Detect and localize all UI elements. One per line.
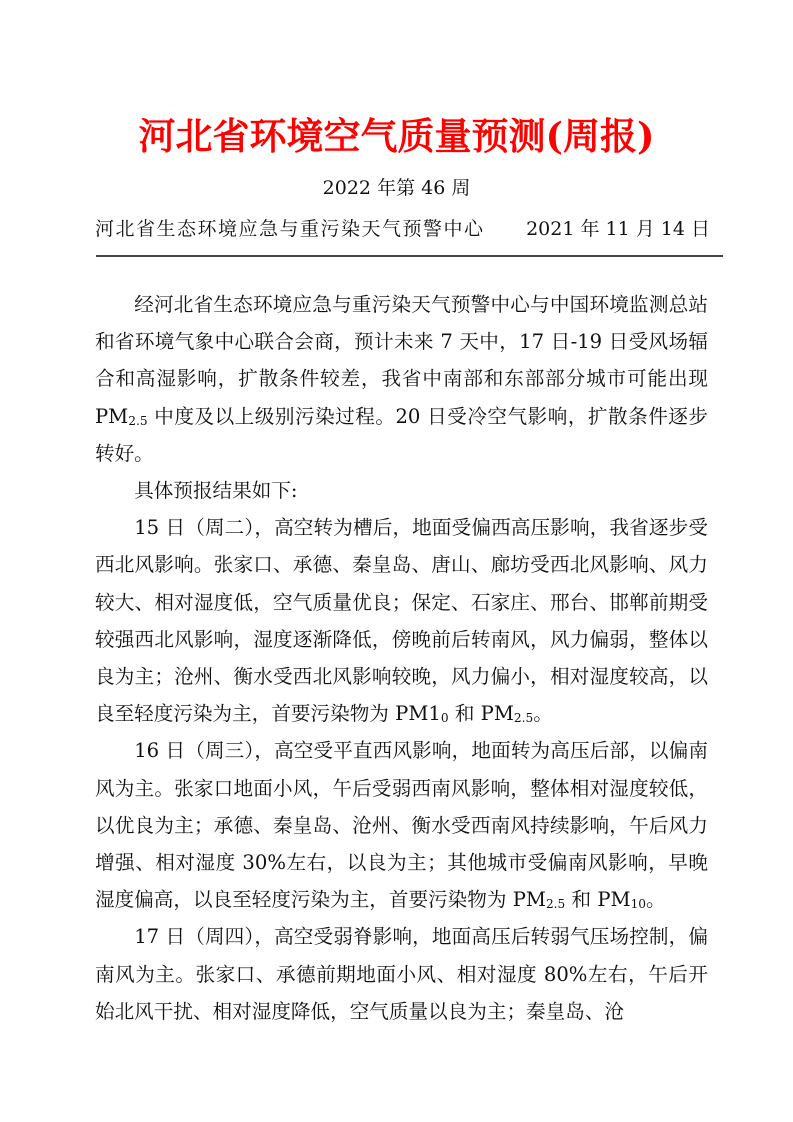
paragraph [95, 918, 708, 1030]
paragraph [95, 286, 708, 472]
header-divider [96, 255, 723, 257]
paragraph-text: 具体预报结果如下: [134, 479, 298, 503]
paragraph-text: 。 [533, 702, 553, 726]
paragraph-text: 15 日（周二），高空转为槽后，地面受偏西高压影响，我省逐步受西北风影响。张家口、承德、秦皇岛、唐山、廊坊受西北风影响、风力较大、相对湿度低，空气质量优良；保定、石家庄、邢台、邯郸前期受较强西北风影响，湿度逐渐降低，傍晚前后转南风，风力偏弱，整体以良为主；沧州、衡水受西北风影响较晚，风力偏小，相对湿度较高，以良至轻度污染为主，首要污染物为 PM1 [95, 516, 708, 726]
paragraph-text: 17 日（周四），高空受弱脊影响，地面高压后转弱气压场控制，偏南风为主。张家口、承德前期地面小风、相对湿度 80%左右，午后开始北风干扰、相对湿度降低，空气质量以良为主；秦皇岛、沧 [95, 925, 708, 1023]
paragraph [95, 509, 708, 732]
subscript-text: 2.5 [545, 897, 566, 912]
paragraph-text: 16 日（周三），高空受平直西风影响，地面转为高压后部，以偏南风为主。张家口地面小风，午后受弱西南风影响，整体相对湿度较低，以优良为主；承德、秦皇岛、沧州、衡水受西南风持续影响，午后风力增强、相对湿度 30%左右，以良为主；其他城市受偏南风影响，早晚湿度偏高，以良至轻度污染为主，首要污染物为 PM [95, 739, 708, 912]
issue-number: 2022 年第 46 周 [322, 177, 471, 199]
document-body [95, 286, 708, 1030]
paragraph-text: 和 PM [448, 702, 514, 726]
document-title: 河北省环境空气质量预测(周报) [138, 114, 655, 158]
issuer-line [95, 214, 710, 244]
subscript-text: 2.5 [513, 711, 534, 726]
paragraph-text: 经河北省生态环境应急与重污染天气预警中心与中国环境监测总站和省环境气象中心联合会商，预计未来 7 天中，17 日-19 日受风场辐合和高湿影响，扩散条件较差，我省中南部和东部部分城市可能出现 PM [95, 293, 708, 428]
subscript-text: 0 [440, 711, 449, 726]
issuing-organization: 河北省生态环境应急与重污染天气预警中心 [95, 218, 485, 240]
paragraph [95, 732, 708, 918]
subscript-text: 2.5 [128, 413, 148, 428]
paragraph-text: 和 PM [565, 888, 631, 912]
paragraph-text: 中度及以上级别污染过程。20 日受冷空气影响，扩散条件逐步转好。 [95, 404, 708, 465]
subscript-text: 10 [630, 897, 647, 912]
paragraph [95, 472, 708, 509]
issue-date: 2021 年 11 月 14 日 [526, 218, 710, 240]
paragraph-text: 。 [646, 888, 666, 912]
